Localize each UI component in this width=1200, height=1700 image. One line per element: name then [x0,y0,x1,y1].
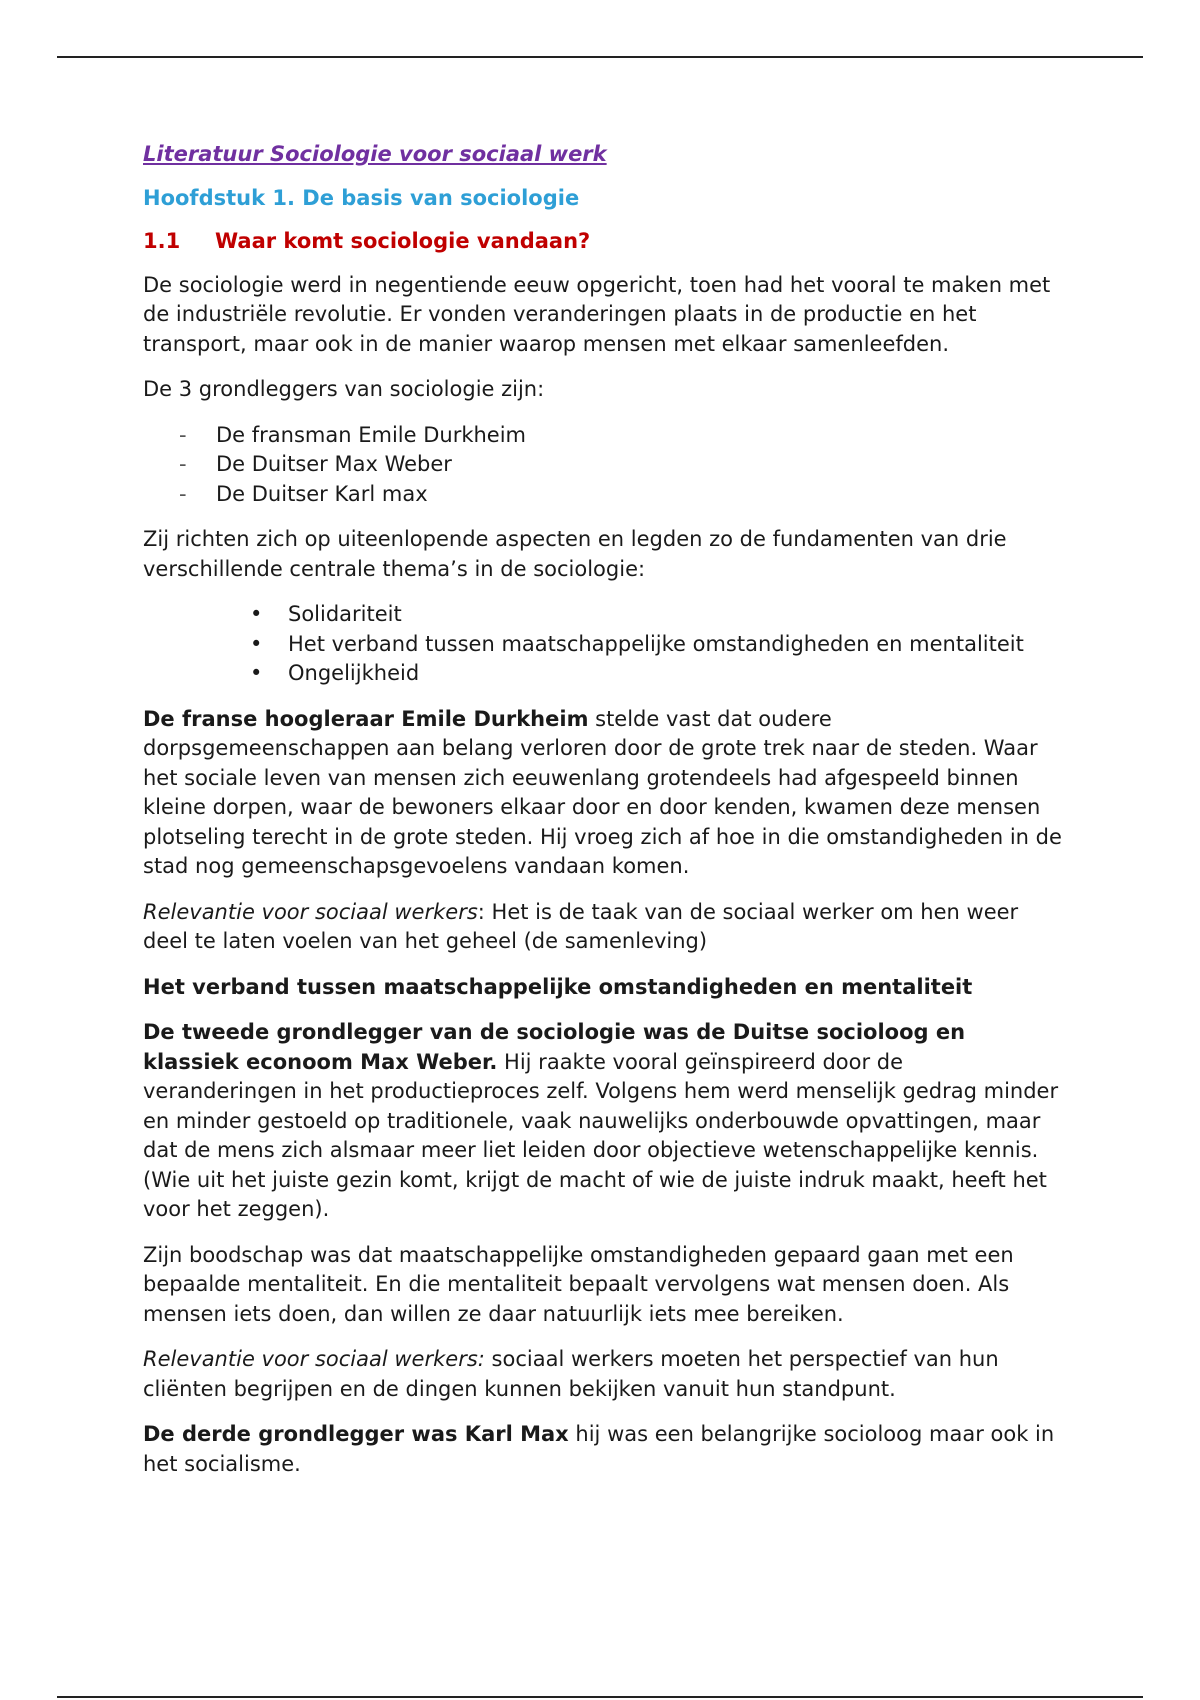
marx-text: hij was een belangrijke socioloog maar ook in het socialisme. [143,1422,1055,1476]
list-item-text: De Duitser Karl max [216,481,428,506]
list-item-text: De Duitser Max Weber [216,452,452,476]
relevance-paragraph-2 [143,1345,1063,1404]
chapter-title: Hoofdstuk 1. De basis van sociologie [143,185,580,210]
relevance-text-1: : Het is de taak van de sociaal werker om hen weer deel te laten voelen van het geheel (de samenleving) [143,899,1019,953]
list-item [143,421,1063,451]
themes-intro: Zij richten zich op uiteenlopende aspecten en legden zo de fundamenten van drie verschillende centrale thema’s in de sociologie: [143,527,1007,581]
marx-paragraph [143,1420,1063,1479]
weber-lead: De tweede grondlegger van de sociologie was de Duitse socioloog en klassiek econoom Max Weber. [143,1020,966,1074]
weber-paragraph [143,1018,1063,1225]
section-number: 1.1 [143,229,181,253]
marx-lead: De derde grondlegger was Karl Max [143,1422,569,1446]
message-paragraph: Zijn boodschap was dat maatschappelijke omstandigheden gepaard gaan met een bepaalde mentaliteit. En die mentaliteit bepaalt vervolgens wat mensen doen. Als mensen iets doen, dan willen ze daar natuurlijk iets mee bereiken. [143,1242,1014,1326]
weber-text: Hij raakte vooral geïnspireerd door de veranderingen in het productieproces zelf. Volgens hem werd menselijk gedrag minder en minder gestoeld op traditionele, vaak nauwelijks onderbouwde opvattingen, maar dat de mens zich alsmaar meer liet leiden door objectieve wetenschappelijke kennis. (Wie uit het juiste gezin komt, krijgt de macht of wie de juiste indruk maakt, heeft het voor het zeggen). [143,1049,1059,1221]
relevance-label-2: Relevantie voor sociaal werkers: [143,1347,485,1371]
list-item [143,480,1063,510]
list-item-text: Ongelijkheid [288,661,420,685]
themes-list [143,600,1063,689]
dash-bullet-icon: - [179,422,187,447]
list-item-text: Het verband tussen maatschappelijke omstandigheden en mentaliteit [288,631,1024,656]
dash-bullet-icon: - [179,481,187,506]
top-divider [57,56,1143,58]
founders-intro: De 3 grondleggers van sociologie zijn: [143,377,545,401]
relevance-text-2: sociaal werkers moeten het perspectief van hun cliënten begrijpen en de dingen kunnen bekijken vanuit hun standpunt. [143,1347,999,1401]
intro-paragraph: De sociologie werd in negentiende eeuw opgericht, toen had het vooral te maken met de industriële revolutie. Er vonden veranderingen plaats in de productie en het transport, maar ook in de manier waarop mensen met elkaar samenleefden. [143,272,1051,356]
list-item [143,630,1063,660]
list-item [143,450,1063,480]
document-title: Literatuur Sociologie voor sociaal werk [143,142,607,166]
dot-bullet-icon: • [250,661,263,685]
dash-bullet-icon: - [179,452,187,476]
document-body [143,140,1063,1495]
relevance-label-1: Relevantie voor sociaal werkers [143,899,478,924]
section-title [143,227,1063,257]
subheading-mentality: Het verband tussen maatschappelijke omstandigheden en mentaliteit [143,974,973,999]
durkheim-paragraph [143,705,1063,882]
durkheim-lead: De franse hoogleraar Emile Durkheim [143,706,589,731]
founders-list [143,421,1063,510]
relevance-paragraph-1 [143,898,1063,957]
section-title-text: Waar komt sociologie vandaan? [215,229,591,253]
list-item-text: De fransman Emile Durkheim [216,422,527,447]
durkheim-text: stelde vast dat oudere dorpsgemeenschappen aan belang verloren door de grote trek naar de steden. Waar het sociale leven van mensen zich eeuwenlang grotendeels had afgespeeld binnen kleine dorpen, waar de bewoners elkaar door en door kenden, kwamen deze mensen plotseling terecht in de grote steden. Hij vroeg zich af hoe in die omstandigheden in de stad nog gemeenschapsgevoelens vandaan komen. [143,706,1062,878]
list-item [143,659,1063,689]
list-item-text: Solidariteit [288,602,402,626]
list-item [143,600,1063,630]
dot-bullet-icon: • [250,602,263,626]
dot-bullet-icon: • [250,631,263,656]
bottom-divider [57,1696,1143,1698]
